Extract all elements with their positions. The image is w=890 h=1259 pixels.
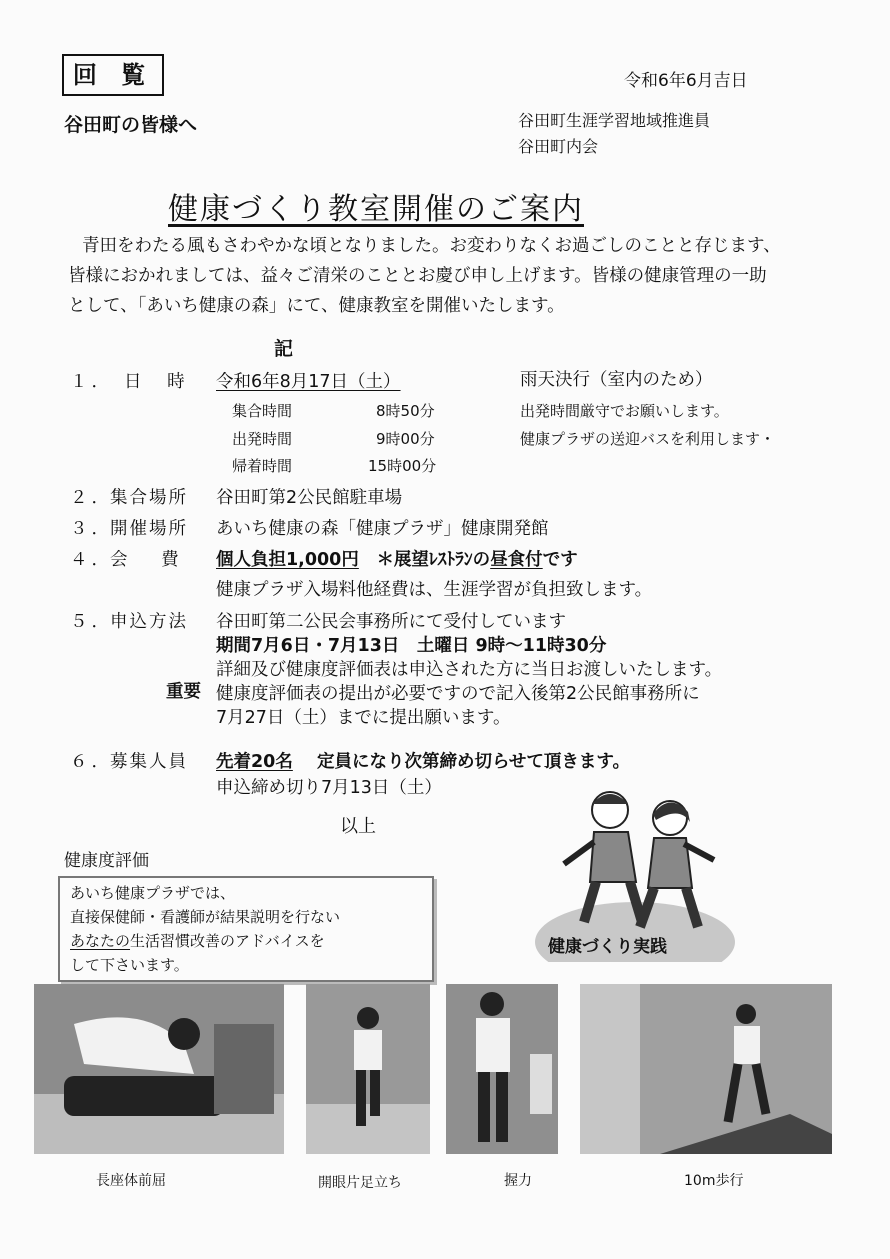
- capacity: 先着20名: [216, 752, 293, 772]
- item-2-label: 集合場所: [110, 488, 188, 508]
- item-2-number: ２．: [70, 488, 113, 508]
- application-detail: 詳細及び健康度評価表は申込された方に当日お渡しいたします。: [216, 660, 723, 680]
- item-6-number: ６．: [70, 752, 113, 772]
- document-title: 健康づくり教室開催のご案内: [168, 192, 584, 227]
- event-date: 令和6年8月17日（土）: [216, 372, 401, 392]
- addressee: 谷田町の皆様へ: [64, 114, 198, 136]
- rain-note: 雨天決行（室内のため）: [520, 370, 713, 390]
- item-3-number: ３．: [70, 519, 113, 539]
- sender-line-2: 谷田町内会: [518, 137, 599, 156]
- gather-label: 集合時間: [232, 402, 293, 420]
- illustration-caption: 健康づくり実践: [548, 937, 667, 957]
- item-4-number: ４．: [70, 550, 113, 570]
- intro-line-1: 青田をわたる風もさわやかな頃となりました。お変わりなくお過ごしのことと存じます、: [82, 236, 781, 256]
- submission-note: 健康度評価表の提出が必要ですので記入後第2公民館事務所に: [216, 684, 700, 704]
- application-place: 谷田町第二公民会事務所にて受付しています: [216, 612, 566, 632]
- issue-date: 令和6年6月吉日: [624, 71, 748, 91]
- fee-line: [216, 546, 578, 571]
- capacity-line: [216, 748, 630, 773]
- item-5-number: ５．: [70, 612, 113, 632]
- caption-one-leg-stand: 開眼片足立ち: [318, 1175, 402, 1191]
- photo-sit-and-reach: [34, 984, 284, 1154]
- depart-label: 出発時間: [232, 430, 293, 448]
- eval-box: [58, 876, 434, 982]
- lunch-suffix: です: [542, 550, 578, 570]
- caption-sit-and-reach: 長座体前屈: [96, 1173, 166, 1189]
- item-4-label: 会 費: [110, 550, 193, 570]
- fee-amount: 個人負担1,000円: [216, 550, 359, 570]
- ijo: 以上: [340, 816, 376, 837]
- application-period: 期間7月6日・7月13日 土曜日 9時～11時30分: [216, 636, 607, 656]
- eval-line-1: あいち健康プラザでは、: [70, 884, 236, 902]
- eval-line-4: して下さいます。: [70, 956, 189, 974]
- person-walking-icon: [580, 984, 832, 1154]
- fee-note: 健康プラザ入場料他経費は、生涯学習が負担致します。: [216, 580, 653, 600]
- caption-grip-strength: 握力: [504, 1173, 532, 1189]
- gather-time: 8時50分: [376, 402, 435, 420]
- item-1-number: １．: [70, 372, 113, 392]
- depart-time: 9時00分: [376, 430, 435, 448]
- intro-line-2: 皆様におかれましては、益々ご清栄のこととお慶び申し上げます。皆様の健康管理の一助: [68, 266, 767, 286]
- note-bus: 健康プラザの送迎バスを利用します・: [520, 430, 776, 448]
- eval-advice: 生活習慣改善のアドバイスを: [130, 932, 325, 950]
- sender-line-1: 谷田町生涯学習地域推進員: [518, 111, 711, 130]
- photo-10m-walk: [580, 984, 832, 1154]
- person-stretching-icon: [34, 984, 284, 1154]
- item-5-label: 申込方法: [110, 612, 188, 632]
- important-label: 重要: [166, 682, 201, 702]
- return-label: 帰着時間: [232, 457, 293, 475]
- item-3-label: 開催場所: [110, 519, 188, 539]
- item-6-label: 募集人員: [110, 752, 188, 772]
- application-close: 申込締め切り7月13日（土）: [216, 778, 442, 798]
- eval-line-3: [70, 930, 325, 951]
- return-time: 15時00分: [368, 457, 437, 475]
- photo-grip-strength: [446, 984, 558, 1154]
- person-grip-icon: [446, 984, 558, 1154]
- note-punctual: 出発時間厳守でお願いします。: [520, 402, 729, 420]
- walking-illustration: [530, 782, 740, 966]
- ki-heading: 記: [274, 338, 294, 360]
- photo-one-leg-stand: [306, 984, 430, 1154]
- lunch-note: ＊展望ﾚｽﾄﾗﾝの: [376, 550, 491, 570]
- caption-10m-walk: 10m歩行: [684, 1173, 744, 1189]
- person-standing-icon: [306, 984, 430, 1154]
- item-1-label: 日 時: [124, 372, 195, 392]
- venue: あいち健康の森「健康プラザ」健康開発館: [216, 519, 549, 539]
- eval-line-2: 直接保健師・看護師が結果説明を行ない: [70, 908, 341, 926]
- capacity-note: 定員になり次第締め切らせて頂きます。: [316, 752, 631, 772]
- intro-line-3: として、「あいち健康の森」にて、健康教室を開催いたします。: [68, 296, 565, 316]
- eval-you: あなたの: [70, 932, 131, 950]
- submission-deadline: 7月27日（土）までに提出願います。: [216, 708, 511, 728]
- kairan-stamp: 回 覧: [62, 54, 164, 96]
- lunch-included: 昼食付: [490, 550, 543, 570]
- eval-heading: 健康度評価: [64, 851, 149, 871]
- meeting-place: 谷田町第2公民館駐車場: [216, 488, 403, 508]
